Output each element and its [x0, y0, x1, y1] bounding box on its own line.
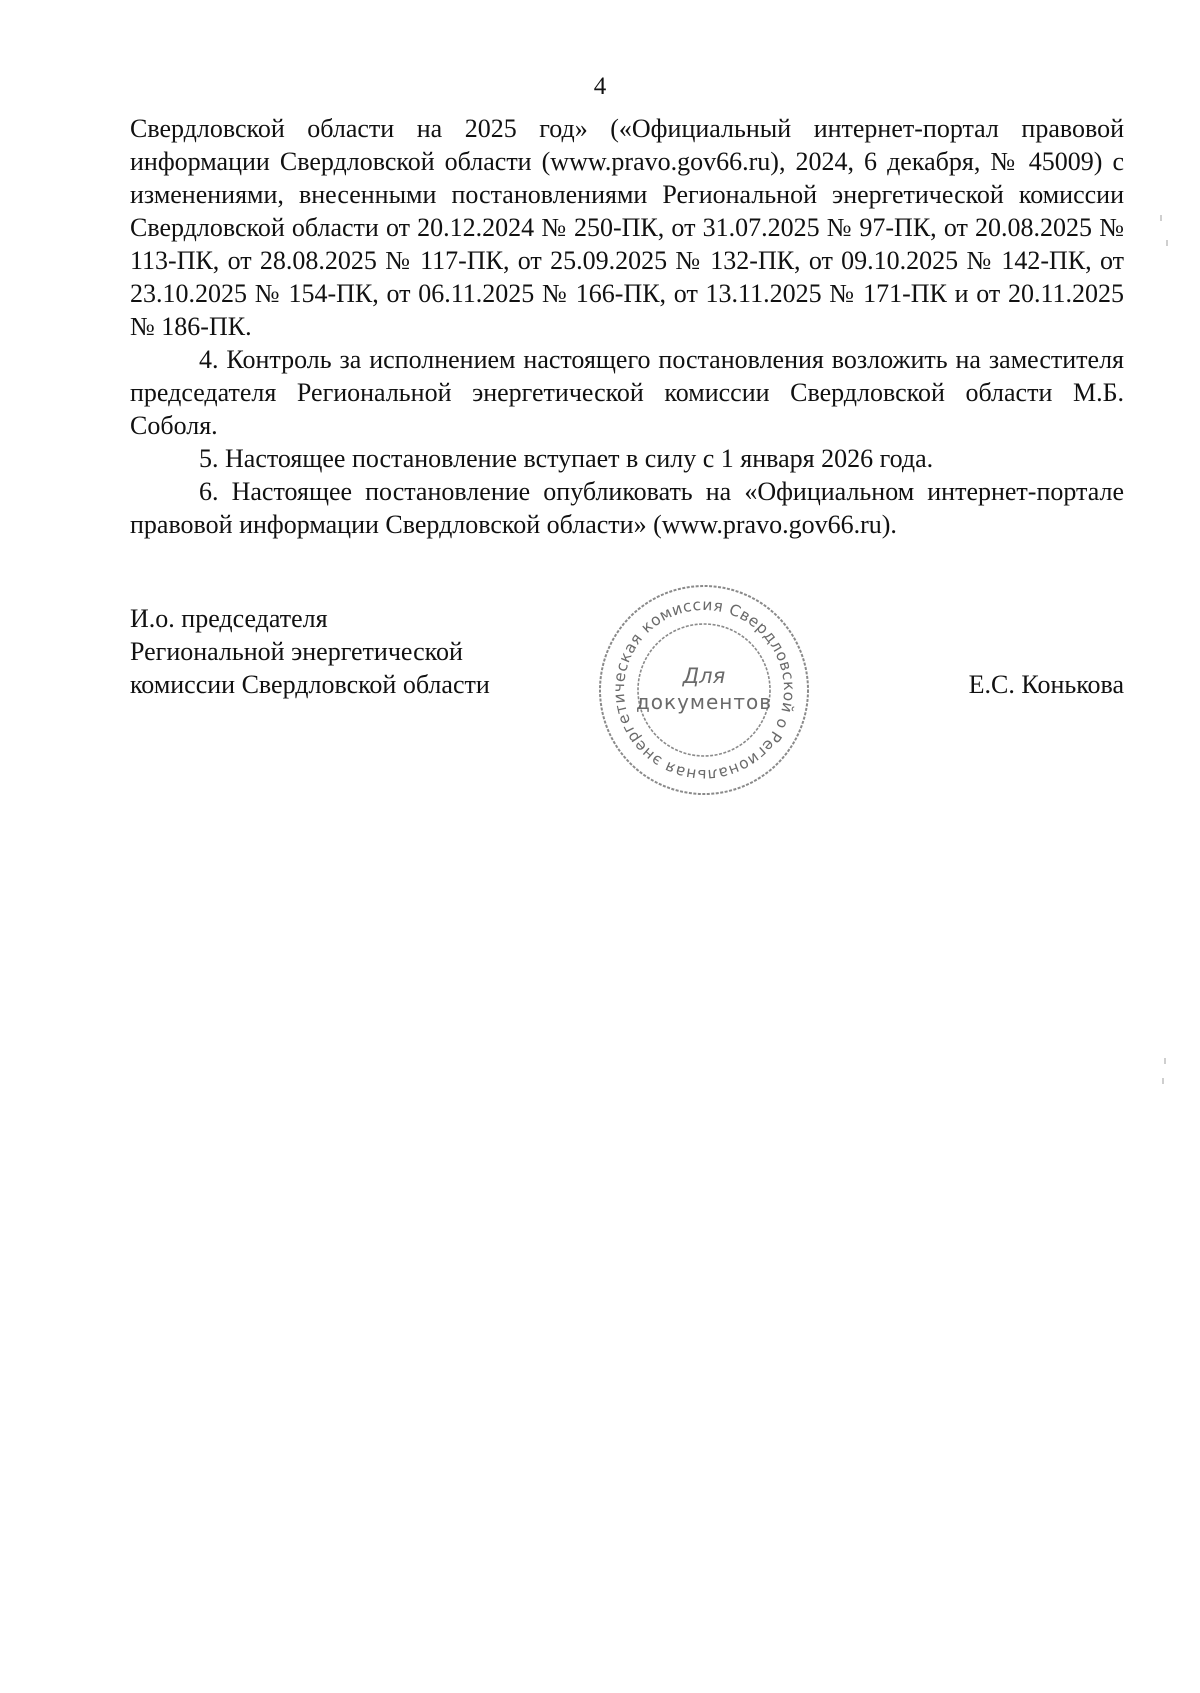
scan-artifact — [1164, 1058, 1166, 1064]
paragraph-continuation: Свердловской области на 2025 год» («Официальный интернет-портал правовой информации Свердловской области (www.pravo.gov66.ru), 2024, 6 декабря, № 45009) с изменениями, внесенными постановлениями Региональной энергетической комиссии Свердловской области от 20.12.2024 № 250-ПК, от 31.07.2025 № 97-ПК, от 20.08.2025 № 113-ПК, от 28.08.2025 № 117-ПК, от 25.09.2025 № 132-ПК, от 09.10.2025 № 142-ПК, от 23.10.2025 № 154-ПК, от 06.11.2025 № 166-ПК, от 13.11.2025 № 171-ПК и от 20.11.2025 № 186-ПК. — [130, 114, 1124, 341]
paragraph-item-6: 6. Настоящее постановление опубликовать на «Официальном интернет-портале правовой информации Свердловской области» (www.pravo.gov66.ru). — [130, 477, 1124, 539]
signatory-position-line: комиссии Свердловской области — [130, 670, 490, 699]
svg-text:Для: Для — [682, 664, 726, 688]
paragraph-item-5: 5. Настоящее постановление вступает в силу с 1 января 2026 года. — [199, 444, 934, 473]
signatory-position — [130, 602, 490, 701]
official-seal-stamp — [594, 580, 814, 800]
signatory-position-line: Региональной энергетической — [130, 637, 463, 666]
page-number: 4 — [593, 73, 607, 100]
signatory-position-line: И.о. председателя — [130, 604, 328, 633]
svg-text:Региональная энергетическая ко: Региональная энергетическая комиссия Свердловской области — [609, 595, 799, 785]
document-body — [130, 112, 1124, 541]
paragraph-item-4: 4. Контроль за исполнением настоящего постановления возложить на заместителя председателя Региональной энергетической комиссии Свердловской области М.Б. Соболя. — [130, 345, 1124, 440]
svg-text:документов: документов — [635, 690, 773, 714]
scan-artifact — [1162, 1078, 1164, 1084]
scan-artifact — [1160, 215, 1162, 221]
signatory-name: Е.С. Конькова — [968, 670, 1124, 699]
scan-artifact — [1166, 240, 1168, 246]
